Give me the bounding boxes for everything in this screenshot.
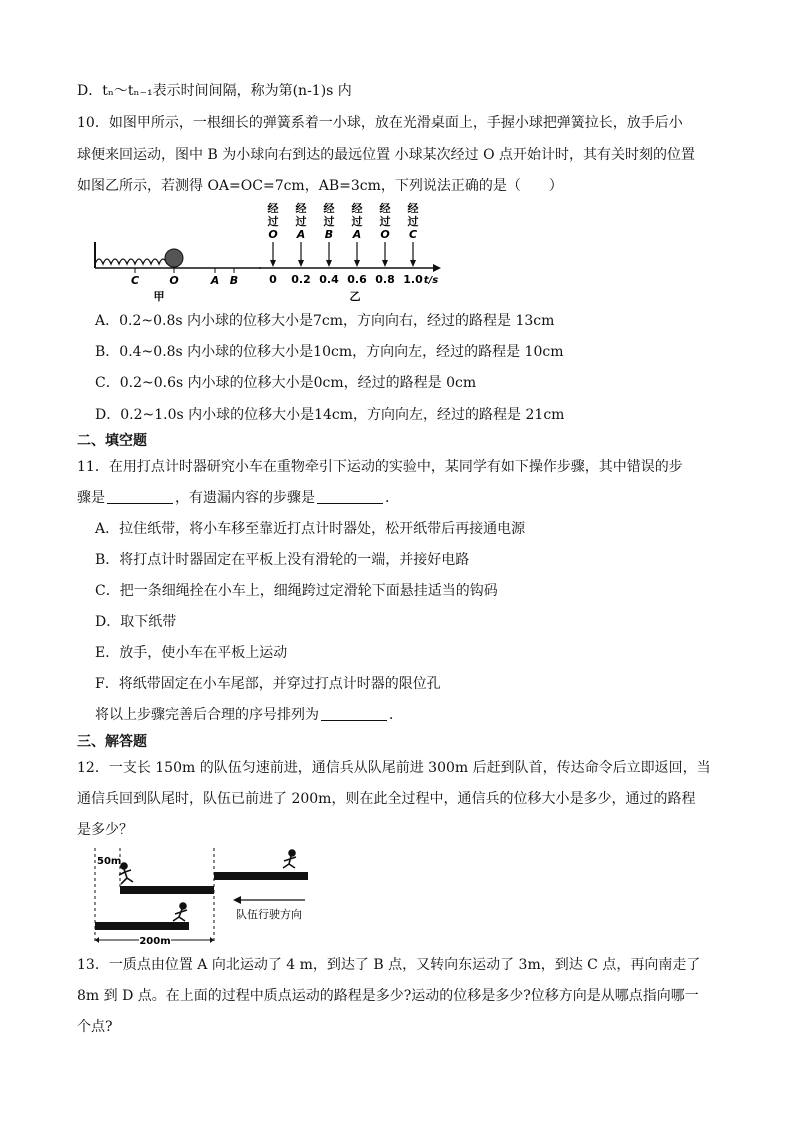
- q10-option-b: B．0.4~0.8s 内小球的位移大小是10cm，方向向左，经过的路程是 10cm: [95, 344, 564, 360]
- q11-blank-order[interactable]: [321, 706, 387, 721]
- event-arrowhead: [298, 260, 304, 267]
- event-label-mid: 过: [379, 215, 391, 228]
- point-label-a: A: [210, 274, 220, 287]
- event-label-top: 经: [407, 202, 419, 215]
- q11-order-text: 将以上步骤完善后合理的序号排列为: [95, 707, 319, 723]
- queue-bar-top: [214, 872, 308, 880]
- q11-order-end: ．: [389, 707, 403, 723]
- q11-blank-missing-step[interactable]: [317, 489, 383, 504]
- event-label-mid: 过: [351, 215, 363, 228]
- q11-step-b: B．将打点计时器固定在平板上没有滑轮的一端，并接好电路: [95, 552, 470, 568]
- time-axis-unit: t/s: [423, 275, 439, 286]
- runner-icon: [283, 850, 296, 868]
- q10-option-a: A．0.2~0.8s 内小球的位移大小是7cm，方向向右，经过的路程是 13cm: [95, 313, 555, 329]
- event-position-label: A: [296, 228, 306, 241]
- time-tick-label: 0: [269, 273, 277, 286]
- runner-icon: [119, 863, 133, 884]
- runner-icon: [173, 903, 187, 921]
- q11-text-b: ，有遗漏内容的步骤是: [175, 490, 315, 506]
- caption-jia: 甲: [153, 290, 165, 302]
- point-label-o: O: [169, 274, 179, 287]
- event-arrowhead: [382, 260, 388, 267]
- event-label-top: 经: [323, 202, 335, 215]
- event-label-top: 经: [351, 202, 363, 215]
- event-position-label: A: [352, 228, 362, 241]
- time-tick-label: 0.6: [347, 273, 367, 286]
- event-position-label: C: [408, 228, 418, 241]
- ball: [165, 249, 183, 267]
- q11-text-c: ．: [385, 490, 399, 506]
- event-label-mid: 过: [267, 215, 279, 228]
- queue-bar-bottom: [95, 922, 189, 930]
- q10-option-d: D．0.2~1.0s 内小球的位移大小是14cm，方向向左，经过的路程是 21cm: [95, 407, 565, 423]
- time-tick-label: 1.0: [403, 273, 423, 286]
- q11-step-e: E．放手，使小车在平板上运动: [95, 645, 288, 661]
- direction-label: 队伍行驶方向: [236, 908, 302, 921]
- event-label-top: 经: [267, 202, 279, 215]
- q11-blank-wrong-step[interactable]: [107, 489, 173, 504]
- time-tick-label: 0.8: [375, 273, 395, 286]
- q10-stem-line3: 如图乙所示，若测得 OA=OC=7cm，AB=3cm，下列说法正确的是（ ）: [77, 178, 563, 194]
- q11-order-line: [95, 705, 403, 725]
- event-arrowhead: [354, 260, 360, 267]
- event-position-label: O: [268, 228, 278, 241]
- event-position-label: B: [324, 228, 334, 241]
- dist-label-200m: 200m: [139, 936, 171, 947]
- queue-bar-middle: [120, 886, 214, 894]
- q11-step-d: D．取下纸带: [95, 614, 177, 630]
- caption-yi: 乙: [349, 290, 361, 302]
- q12-stem-line2: 通信兵回到队尾时，队伍已前进了 200m，则在此全过程中，通信兵的位移大小是多少，通过的路程: [77, 791, 696, 807]
- q11-step-c: C．把一条细绳拴在小车上，细绳跨过定滑轮下面悬挂适当的钩码: [95, 583, 498, 599]
- event-label-mid: 过: [295, 215, 307, 228]
- event-label-top: 经: [295, 202, 307, 215]
- q13-stem-line1: 13．一质点由位置 A 向北运动了 4 m，到达了 B 点，又转向东运动了 3m，到达 C 点，再向南走了: [77, 957, 701, 973]
- q11-text-a: 骤是: [77, 490, 105, 506]
- figure-jia: [95, 242, 261, 302]
- q11-stem-line2: [77, 488, 399, 508]
- point-label-c: C: [130, 274, 140, 287]
- time-tick-label: 0.4: [319, 273, 339, 286]
- event-position-label: O: [380, 228, 390, 241]
- event-label-top: 经: [379, 202, 391, 215]
- q12-stem-line1: 12．一支长 150m 的队伍匀速前进，通信兵从队尾前进 300m 后赶到队首，传达命令后立即返回，当: [77, 760, 711, 776]
- q12-stem-line3: 是多少？: [77, 822, 133, 838]
- q11-step-a: A．拉住纸带，将小车移至靠近打点计时器处，松开纸带后再接通电源: [95, 521, 526, 537]
- q10-stem-line2: 球便来回运动，图中 B 为小球向右到达的最远位置 小球某次经过 O 点开始计时，其有关时刻的位置: [77, 147, 696, 163]
- dist-label-50m: 50m: [97, 856, 122, 867]
- event-label-mid: 过: [407, 215, 419, 228]
- q11-stem-line1: 11．在用打点计时器研究小车在重物牵引下运动的实验中，某同学有如下操作步骤，其中错误的步: [77, 459, 683, 475]
- event-arrowhead: [410, 260, 416, 267]
- event-label-mid: 过: [323, 215, 335, 228]
- time-tick-label: 0.2: [291, 273, 311, 286]
- q9-option-d: D．tₙ～tₙ₋₁表示时间间隔，称为第(n-1)s 内: [77, 83, 352, 99]
- event-arrowhead: [270, 260, 276, 267]
- q13-stem-line3: 个点?: [77, 1019, 113, 1035]
- q10-stem-line1: 10．如图甲所示，一根细长的弹簧系着一小球，放在光滑桌面上，手握小球把弹簧拉长，放手后小: [77, 115, 683, 131]
- point-label-b: B: [229, 274, 239, 287]
- section-solve: 三、解答题: [77, 734, 147, 750]
- section-fill-in: 二、填空题: [77, 433, 147, 449]
- figure-yi: [259, 202, 441, 302]
- q13-stem-line2: 8m 到 D 点。在上面的过程中质点运动的路程是多少?运动的位移是多少?位移方向是从哪点指向哪一: [77, 988, 699, 1004]
- event-arrowhead: [326, 260, 332, 267]
- q11-step-f: F．将纸带固定在小车尾部，并穿过打点计时器的限位孔: [95, 676, 441, 692]
- q10-figure: [93, 202, 445, 302]
- spring: [95, 259, 167, 264]
- q12-figure: [93, 846, 311, 948]
- q10-option-c: C．0.2~0.6s 内小球的位移大小是0cm，经过的路程是 0cm: [95, 375, 477, 391]
